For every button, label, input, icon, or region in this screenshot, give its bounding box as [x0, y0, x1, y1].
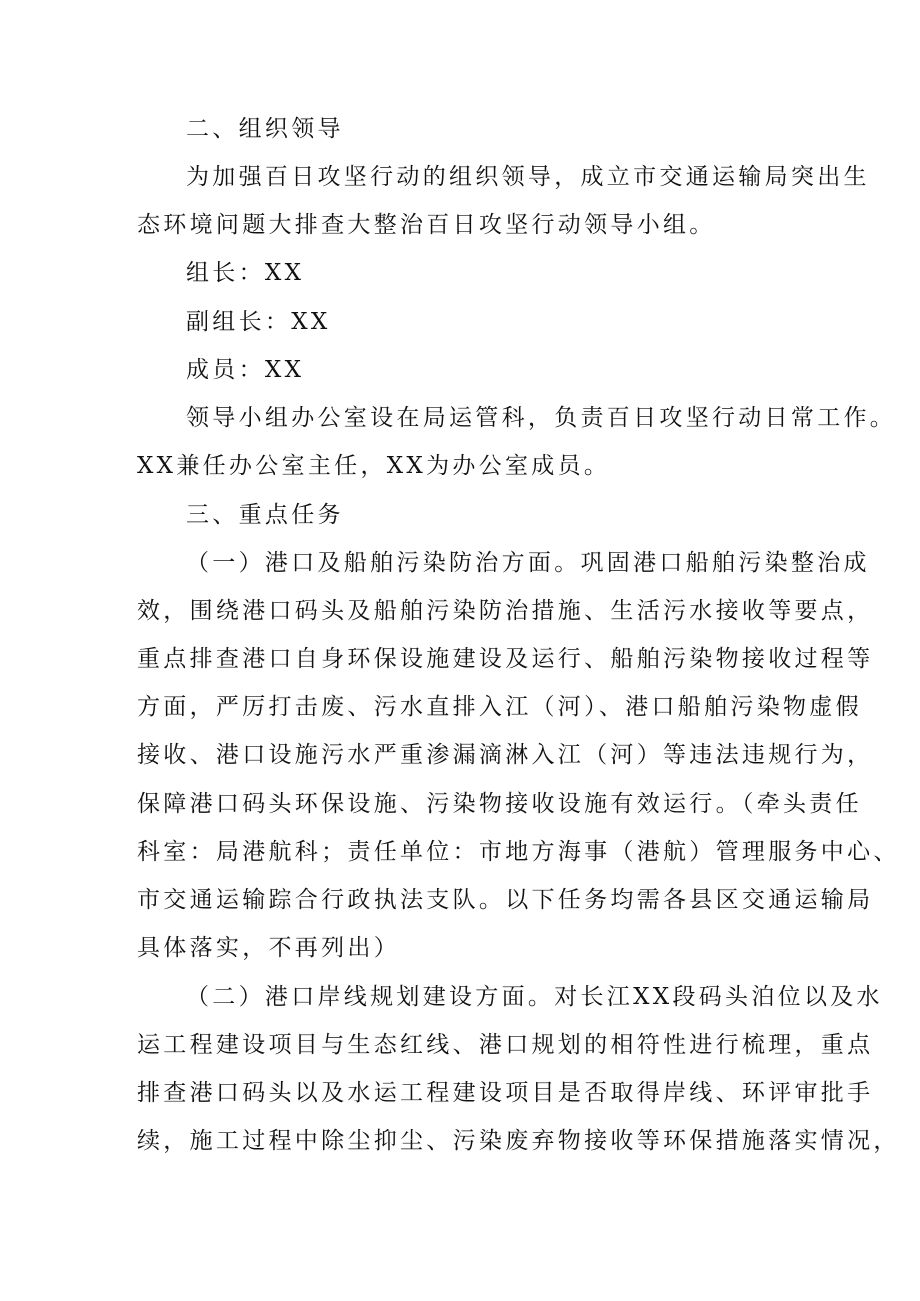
paragraph-line: 领导小组办公室设在局运管科，负责百日攻坚行动日常工作。: [186, 405, 897, 431]
section-heading-organization: 二、组织领导: [186, 116, 344, 142]
paragraph-line: 科室：局港航科；责任单位：市地方海事（港航）管理服务中心、: [137, 839, 900, 865]
paragraph-line: 为加强百日攻坚行动的组织领导，成立市交通运输局突出生: [186, 164, 870, 190]
paragraph-line: 效，围绕港口码头及船舶污染防治措施、生活污水接收等要点，: [137, 598, 874, 624]
paragraph-line: 接收、港口设施污水严重渗漏滴淋入江（河）等违法违规行为，: [137, 742, 874, 768]
paragraph-line: 市交通运输踪合行政执法支队。以下任务均需各县区交通运输局: [137, 887, 874, 913]
member-deputy-leader: 副组长：XX: [186, 309, 331, 335]
paragraph-line: 重点排查港口自身环保设施建设及运行、船舶污染物接收过程等: [137, 646, 874, 672]
section-heading-key-tasks: 三、重点任务: [186, 502, 344, 528]
paragraph-line: 保障港口码头环保设施、污染物接收设施有效运行。（牵头责任: [137, 791, 862, 817]
paragraph-line: 态环境问题大排查大整治百日攻坚行动领导小组。: [137, 212, 716, 238]
paragraph-line: （二）港口岸线规划建设方面。对长江XX段码头泊位以及水: [186, 984, 883, 1010]
paragraph-line: 运工程建设项目与生态红线、港口规划的相符性进行梳理，重点: [137, 1032, 874, 1058]
paragraph-line: XX兼任办公室主任，XX为办公室成员。: [137, 453, 611, 479]
paragraph-line: 排查港口码头以及水运工程建设项目是否取得岸线、环评审批手: [137, 1080, 874, 1106]
member-leader: 组长：XX: [186, 260, 305, 286]
paragraph-line: （一）港口及船舶污染防治方面。巩固港口船舶污染整治成: [186, 550, 870, 576]
paragraph-line: 方面，严厉打击废、污水直排入江（河）、港口船舶污染物虚假: [137, 694, 862, 720]
member-members: 成员：XX: [186, 357, 305, 383]
paragraph-line: 具体落实，不再列出）: [137, 935, 400, 961]
paragraph-line: 续，施工过程中除尘抑尘、污染废弃物接收等环保措施落实情况，: [137, 1128, 900, 1154]
